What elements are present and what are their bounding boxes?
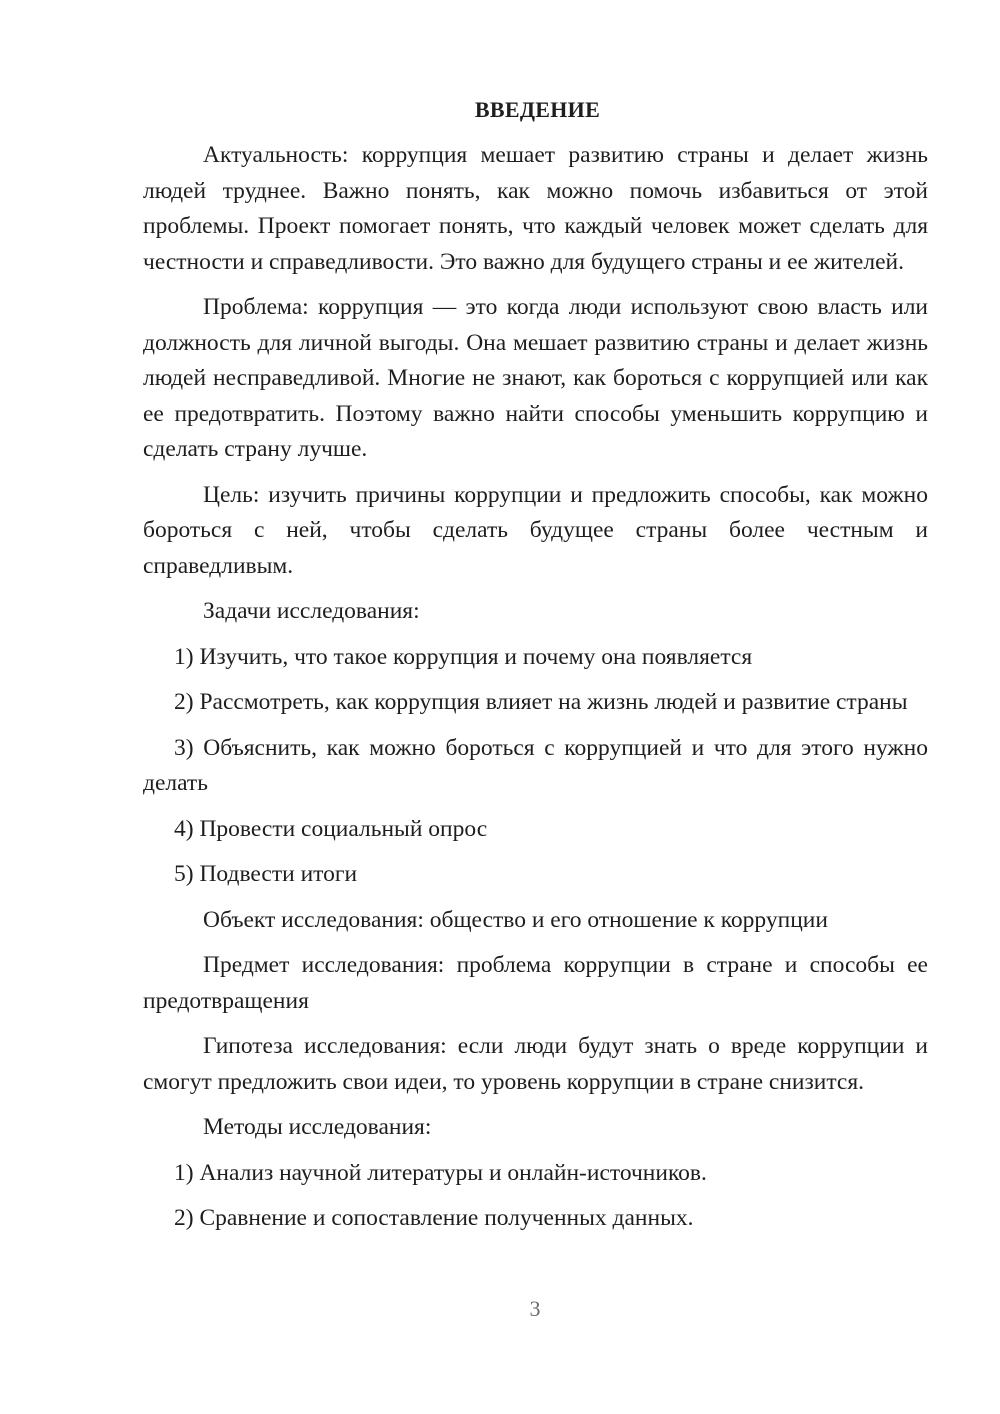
task-item: 2) Рассмотреть, как коррупция влияет на жизнь людей и развитие страны	[174, 689, 908, 715]
task-item: 4) Провести социальный опрос	[174, 815, 488, 842]
section-heading: ВВЕДЕНИЕ	[474, 97, 601, 122]
task-item: 3) Объяснить, как можно бороться с коррупцией и что для этого нужно делать	[143, 734, 928, 796]
research-subject-paragraph: Предмет исследования: проблема коррупции в стране и способы ее предотвращения	[143, 952, 928, 1014]
goal-paragraph: Цель: изучить причины коррупции и предложить способы, как можно бороться с ней, чтобы сделать будущее страны более честным и справедливым.	[143, 481, 928, 579]
page-content	[143, 92, 928, 1247]
page-number: 3	[529, 1296, 541, 1321]
task-item: 1) Изучить, что такое коррупция и почему она появляется	[174, 643, 753, 670]
research-object-paragraph: Объект исследования: общество и его отношение к коррупции	[203, 906, 828, 933]
hypothesis-paragraph: Гипотеза исследования: если люди будут знать о вреде коррупции и смогут предложить свои идеи, то уровень коррупции в стране снизится.	[143, 1033, 928, 1095]
methods-heading: Методы исследования:	[203, 1114, 432, 1140]
problem-paragraph: Проблема: коррупция — это когда люди используют свою власть или должность для личной выгоды. Она мешает развитию страны и делает жизнь людей несправедливой. Многие не знают, как бороться с коррупцией или как ее предотвратить. Поэтому важно найти способы уменьшить коррупцию и сделать страну лучше.	[143, 294, 928, 462]
task-item: 5) Подвести итоги	[174, 861, 358, 887]
tasks-heading: Задачи исследования:	[203, 598, 420, 624]
method-item: 1) Анализ научной литературы и онлайн-источников.	[174, 1159, 707, 1186]
relevance-paragraph: Актуальность: коррупция мешает развитию страны и делает жизнь людей труднее. Важно понять, как можно помочь избавиться от этой проблемы. Проект помогает понять, что каждый человек может сделать для честности и справедливости. Это важно для будущего страны и ее жителей.	[143, 142, 928, 275]
method-item: 2) Сравнение и сопоставление полученных данных.	[174, 1205, 694, 1231]
